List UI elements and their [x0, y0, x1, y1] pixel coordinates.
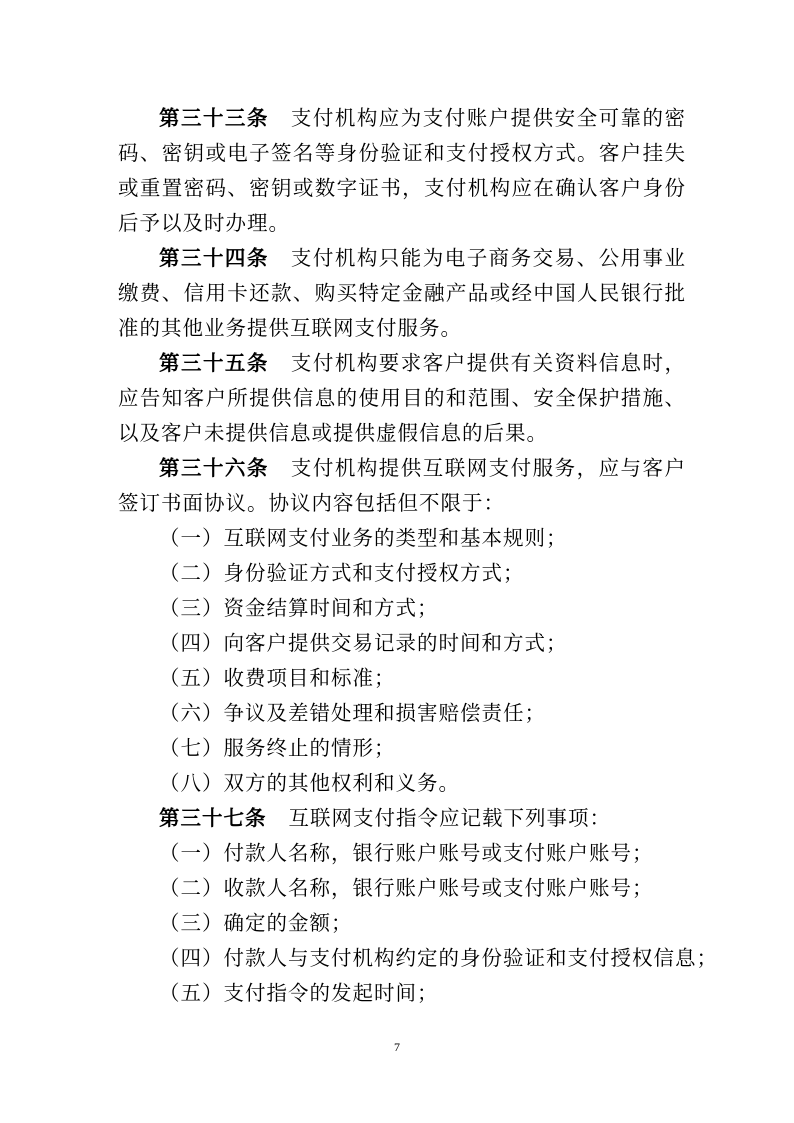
article-title: 第三十四条 — [159, 246, 269, 270]
list-item: （四）向客户提供交易记录的时间和方式； — [159, 631, 568, 655]
article-35 — [118, 346, 686, 451]
article-33 — [118, 101, 686, 241]
list-item: （五）支付指令的发起时间； — [159, 981, 439, 1005]
article-title: 第三十五条 — [159, 351, 269, 375]
list-item: （二）身份验证方式和支付授权方式； — [159, 561, 525, 585]
page-number: 7 — [394, 1040, 400, 1054]
article-title: 第三十三条 — [159, 106, 269, 130]
list-item: （二）收款人名称，银行账户账号或支付账户账号； — [159, 876, 654, 900]
article-text: 支付机构要求客户提供有关资料信息时，应告知客户所提供信息的使用目的和范围、安全保护措施、以及客户未提供信息或提供虚假信息的后果。 — [118, 351, 687, 445]
article-title: 第三十六条 — [159, 456, 269, 480]
list-item: （三）资金结算时间和方式； — [159, 596, 439, 620]
list-item: （三）确定的金额； — [159, 911, 353, 935]
article-36 — [118, 451, 686, 521]
article-34 — [118, 241, 686, 346]
article-text: 支付机构只能为电子商务交易、公用事业缴费、信用卡还款、购买特定金融产品或经中国人民银行批准的其他业务提供互联网支付服务。 — [118, 246, 687, 340]
list-item: （四）付款人与支付机构约定的身份验证和支付授权信息； — [159, 946, 718, 970]
article-text: 互联网支付指令应记载下列事项： — [288, 806, 611, 830]
list-item: （七）服务终止的情形； — [159, 736, 396, 760]
article-text: 支付机构提供互联网支付服务，应与客户签订书面协议。协议内容包括但不限于： — [118, 456, 687, 515]
list-item: （六）争议及差错处理和损害赔偿责任； — [159, 701, 546, 725]
list-item: （五）收费项目和标准； — [159, 666, 396, 690]
article-text: 支付机构应为支付账户提供安全可靠的密码、密钥或电子签名等身份验证和支付授权方式。客户挂失或重置密码、密钥或数字证书，支付机构应在确认客户身份后予以及时办理。 — [118, 106, 687, 235]
article-title: 第三十七条 — [159, 806, 267, 830]
list-item: （一）付款人名称，银行账户账号或支付账户账号； — [159, 841, 654, 865]
document-body — [118, 101, 718, 1011]
list-item: （八）双方的其他权利和义务。 — [159, 771, 460, 795]
list-item: （一）互联网支付业务的类型和基本规则； — [159, 526, 568, 550]
article-37 — [118, 801, 686, 836]
